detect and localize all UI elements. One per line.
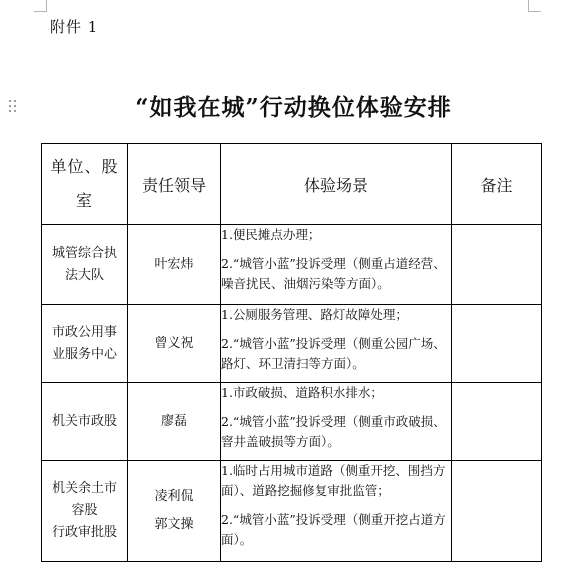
remark-cell xyxy=(452,225,542,305)
scene-item: 2.“城管小蓝”投诉受理（侧重开挖占道方面）。 xyxy=(221,512,446,547)
unit-line: 机关余土市 xyxy=(51,481,117,496)
leader-name: 曾义祝 xyxy=(154,335,194,351)
leader-name: 郭文操 xyxy=(154,517,194,532)
scene-item: 1.市政破损、道路积水排水； xyxy=(221,385,383,400)
scene-item: 1.公厕服务管理、路灯故障处理； xyxy=(221,307,408,322)
header-unit-line: 单位、股 xyxy=(50,157,119,176)
unit-cell xyxy=(42,305,128,383)
scene-item: 2.“城管小蓝”投诉受理（侧重占道经营、噪音扰民、油烟污染等方面）。 xyxy=(221,256,446,291)
unit-line: 行政审批股 xyxy=(51,525,117,540)
unit-line: 业服务中心 xyxy=(51,346,117,362)
remark-cell xyxy=(452,383,542,461)
attachment-label: 附件 1 xyxy=(50,18,99,36)
page-corner-marker-right xyxy=(528,0,541,12)
leader-name: 廖磊 xyxy=(160,413,187,429)
unit-line: 市政公用事 xyxy=(51,324,117,340)
schedule-table xyxy=(41,143,542,562)
unit-line: 城管综合执 xyxy=(51,245,117,261)
header-unit-line: 室 xyxy=(75,191,93,210)
unit-cell xyxy=(42,461,128,562)
leader-name: 叶宏炜 xyxy=(154,256,194,272)
scene-cell xyxy=(221,225,452,305)
remark-cell xyxy=(452,305,542,383)
table-header-row xyxy=(42,144,542,225)
table-row xyxy=(42,461,542,562)
table-row xyxy=(42,383,542,461)
header-unit xyxy=(42,144,128,225)
leader-cell xyxy=(128,383,221,461)
leader-cell xyxy=(128,305,221,383)
scene-item: 2.“城管小蓝”投诉受理（侧重市政破损、窨井盖破损等方面）。 xyxy=(221,414,446,449)
leader-cell xyxy=(128,461,221,562)
header-leader: 责任领导 xyxy=(128,144,221,225)
header-scene: 体验场景 xyxy=(221,144,452,225)
leader-cell xyxy=(128,225,221,305)
scene-item: 1.便民摊点办理； xyxy=(221,227,321,242)
unit-cell xyxy=(42,225,128,305)
unit-line: 法大队 xyxy=(64,267,104,283)
unit-line: 机关市政股 xyxy=(51,413,117,429)
scene-cell xyxy=(221,461,452,562)
document-title: “如我在城”行动换位体验安排 xyxy=(135,94,452,121)
leader-name: 凌利侃 xyxy=(154,489,194,504)
page-corner-marker-left xyxy=(34,0,47,12)
unit-line: 容股 xyxy=(71,503,98,518)
unit-cell xyxy=(42,383,128,461)
table-row xyxy=(42,305,542,383)
scene-item: 1.临时占用城市道路（侧重开挖、围挡方面）、道路挖掘修复审批监管； xyxy=(221,463,446,498)
scene-cell xyxy=(221,383,452,461)
table-row xyxy=(42,225,542,305)
scene-cell xyxy=(221,305,452,383)
scene-item: 2.“城管小蓝”投诉受理（侧重公园广场、路灯、环卫清扫等方面）。 xyxy=(221,336,446,371)
header-remark: 备注 xyxy=(452,144,542,225)
remark-cell xyxy=(452,461,542,562)
